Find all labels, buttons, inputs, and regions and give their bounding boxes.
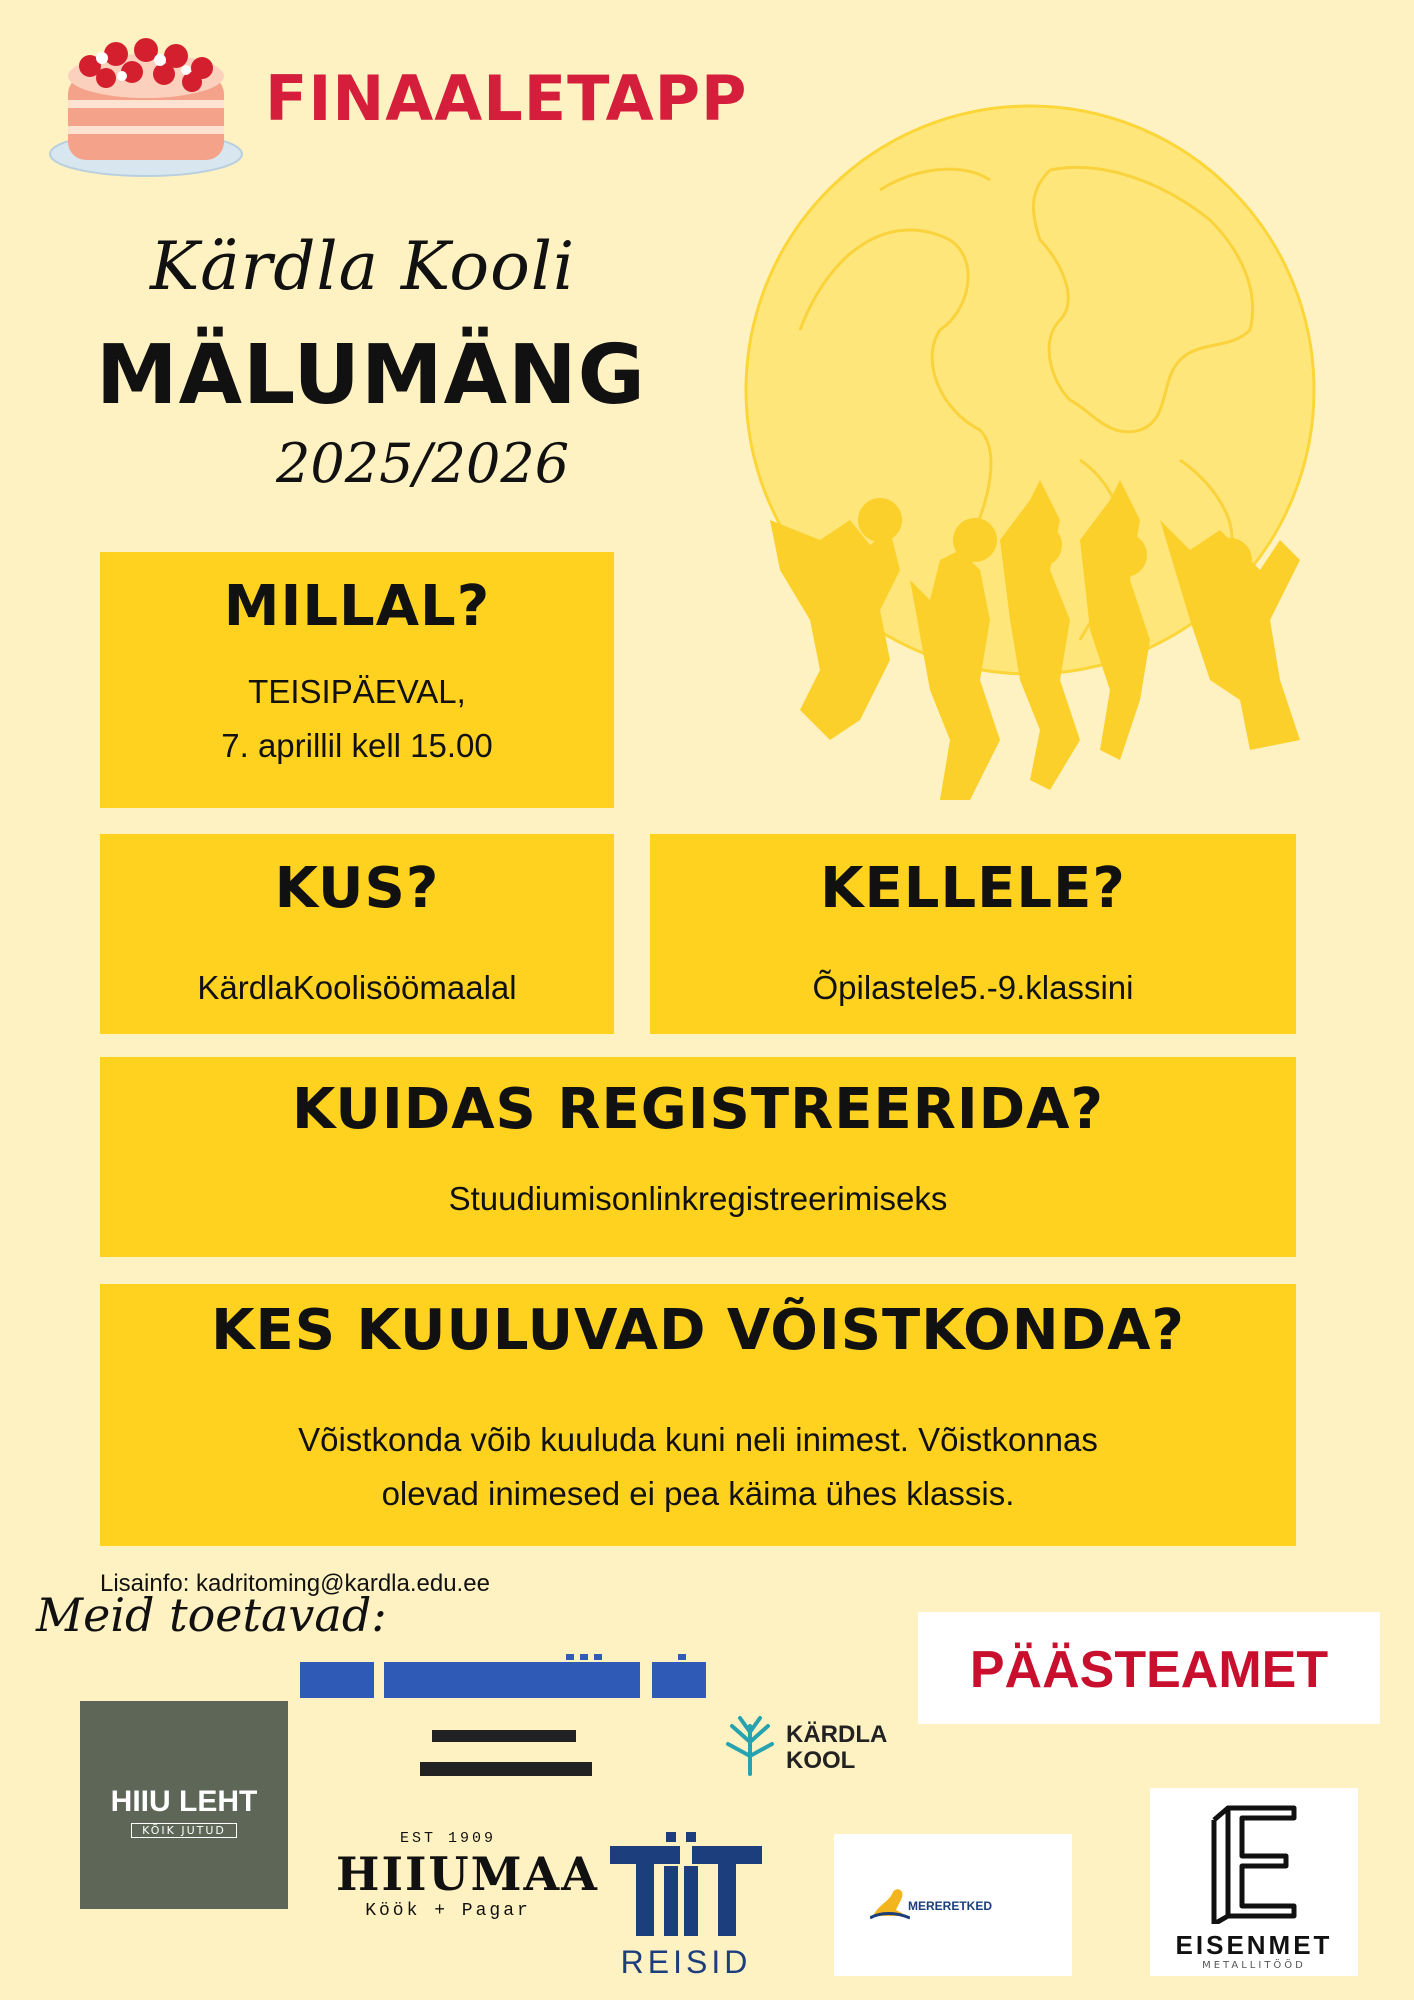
who-for-text: Õpilastele5.-9.klassini bbox=[812, 969, 1134, 1006]
hiiumaa-est: EST 1909 bbox=[399, 1830, 496, 1847]
school-name-title: Kärdla Kooli bbox=[150, 228, 576, 305]
register-heading: KUIDAS REGISTREERIDA? bbox=[292, 1077, 1104, 1142]
paasteamet-name: PÄÄSTEAMET bbox=[969, 1641, 1329, 1699]
when-day: TEISIPÄEVAL, bbox=[248, 673, 466, 710]
kardla-kool-line2: KOOL bbox=[786, 1747, 856, 1774]
cake-icon bbox=[46, 26, 246, 182]
team-text-line2: olevad inimesed ei pea käima ühes klassis. bbox=[381, 1475, 1015, 1512]
hiiumaa-kook-pagar-logo bbox=[336, 1830, 599, 1960]
when-section bbox=[100, 552, 614, 808]
when-time: 7. aprillil kell 15.00 bbox=[221, 727, 493, 764]
tiit-reisid-logo bbox=[606, 1832, 766, 1982]
hiiumaa-name: HIIUMAA bbox=[336, 1847, 599, 1901]
eisenmet-e-icon bbox=[1208, 1800, 1300, 1924]
hiiumaa-sub: Köök + Pagar bbox=[365, 1901, 531, 1921]
main-title: MÄLUMÄNG bbox=[96, 328, 646, 423]
tiit-reisid-name: REISID bbox=[620, 1944, 752, 1980]
where-section bbox=[100, 834, 614, 1034]
stage-label: FINAALETAPP bbox=[265, 62, 748, 135]
season-year: 2025/2026 bbox=[276, 432, 570, 495]
sponsor-logo-dark bbox=[420, 1728, 596, 1780]
globe-illustration bbox=[740, 100, 1340, 820]
supporters-label: Meid toetavad: bbox=[36, 1588, 387, 1642]
team-text-line1: Võistkonda võib kuuluda kuni neli inimest. Võistkonnas bbox=[298, 1421, 1098, 1458]
where-heading: KUS? bbox=[274, 856, 440, 921]
mereretked-name: MERERETKED bbox=[908, 1899, 993, 1913]
mereretked-logo bbox=[834, 1834, 1072, 1976]
team-section bbox=[100, 1284, 1296, 1546]
paasteamet-logo bbox=[918, 1612, 1380, 1724]
eisenmet-sub: METALLITÖÖD bbox=[1202, 1960, 1306, 1971]
hiiu-leht-name: HIIU LEHT bbox=[110, 1785, 258, 1818]
eisenmet-logo bbox=[1150, 1788, 1358, 1976]
register-text: Stuudiumisonlinkregistreerimiseks bbox=[448, 1180, 948, 1217]
when-heading: MILLAL? bbox=[223, 574, 491, 639]
kardla-kool-line1: KÄRDLA bbox=[786, 1721, 888, 1748]
seal-icon bbox=[870, 1884, 910, 1920]
team-heading: KES KUULUVAD VÕISTKONDA? bbox=[211, 1298, 1185, 1363]
sponsor-logo-blue bbox=[300, 1654, 708, 1700]
contact-info: Lisainfo: kadritoming@kardla.edu.ee bbox=[100, 1570, 490, 1597]
register-section bbox=[100, 1057, 1296, 1257]
who-for-heading: KELLELE? bbox=[820, 856, 1126, 921]
hiiu-leht-tagline: KÕIK JUTUD bbox=[131, 1823, 237, 1838]
tree-icon bbox=[722, 1712, 778, 1776]
who-for-section bbox=[650, 834, 1296, 1034]
tiit-mark-icon bbox=[606, 1832, 766, 1940]
hiiu-leht-logo bbox=[80, 1701, 288, 1909]
eisenmet-name: EISENMET bbox=[1175, 1930, 1333, 1960]
where-text: KärdlaKoolisöömaalal bbox=[197, 969, 517, 1006]
kardla-kool-logo bbox=[722, 1712, 902, 1782]
